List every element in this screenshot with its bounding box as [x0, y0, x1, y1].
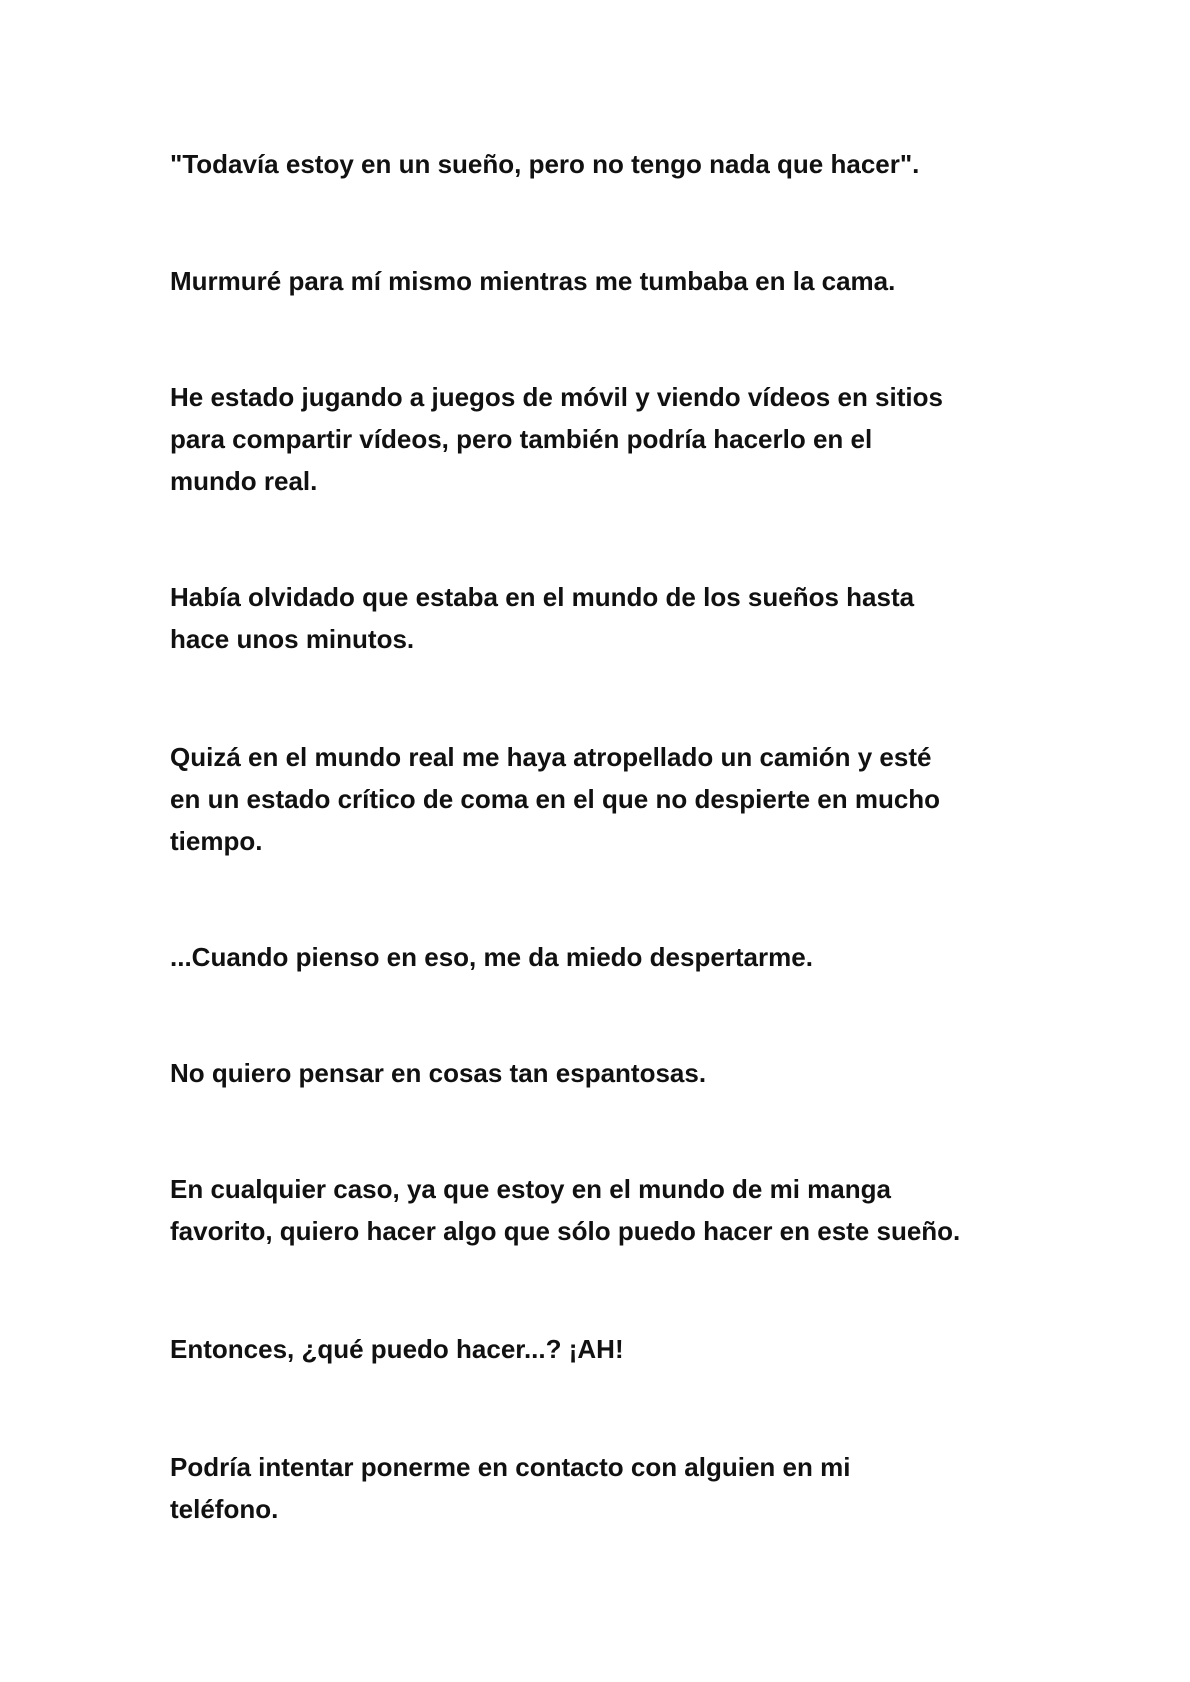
text-line: ...Cuando pienso en eso, me da miedo despertarme.	[170, 942, 813, 972]
text-line: "Todavía estoy en un sueño, pero no tengo nada que hacer".	[170, 149, 920, 179]
paragraph-7	[170, 1052, 1050, 1094]
text-line: Murmuré para mí mismo mientras me tumbaba en la cama.	[170, 266, 896, 296]
text-line: Entonces, ¿qué puedo hacer...? ¡AH!	[170, 1334, 624, 1364]
paragraph-8	[170, 1168, 1050, 1252]
paragraph-3	[170, 376, 1050, 502]
text-line: He estado jugando a juegos de móvil y viendo vídeos en sitios	[170, 382, 943, 412]
paragraph-2	[170, 260, 1050, 302]
text-line: favorito, quiero hacer algo que sólo puedo hacer en este sueño.	[170, 1216, 961, 1246]
paragraph-5	[170, 736, 1050, 862]
paragraph-6	[170, 936, 1050, 978]
paragraph-10	[170, 1446, 1050, 1530]
text-line: Quizá en el mundo real me haya atropellado un camión y esté	[170, 742, 932, 772]
text-line: Podría intentar ponerme en contacto con alguien en mi	[170, 1452, 851, 1482]
text-line: Había olvidado que estaba en el mundo de los sueños hasta	[170, 582, 915, 612]
paragraph-1	[170, 143, 1050, 185]
text-line: en un estado crítico de coma en el que no despierte en mucho	[170, 784, 941, 814]
text-line: mundo real.	[170, 466, 318, 496]
text-line: tiempo.	[170, 826, 263, 856]
text-line: No quiero pensar en cosas tan espantosas.	[170, 1058, 707, 1088]
paragraph-9	[170, 1328, 1050, 1370]
text-line: teléfono.	[170, 1494, 279, 1524]
text-line: hace unos minutos.	[170, 624, 415, 654]
paragraph-4	[170, 576, 1050, 660]
text-line: En cualquier caso, ya que estoy en el mundo de mi manga	[170, 1174, 891, 1204]
text-line: para compartir vídeos, pero también podría hacerlo en el	[170, 424, 873, 454]
